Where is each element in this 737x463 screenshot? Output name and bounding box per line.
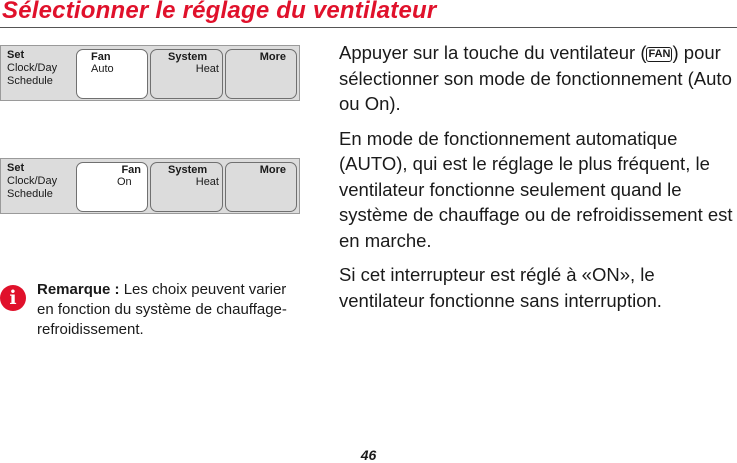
instruction-paragraph-1 bbox=[339, 40, 734, 117]
more-label: More bbox=[259, 51, 286, 63]
instruction-paragraph-3: Si cet interrupteur est réglé à «ON», le ventilateur fonctionne sans interruption. bbox=[339, 264, 662, 311]
remark-heading: Remarque : bbox=[37, 281, 120, 298]
page-number: 46 bbox=[360, 447, 377, 463]
more-label: More bbox=[259, 164, 286, 176]
page-title: Sélectionner le réglage du ventilateur bbox=[2, 0, 437, 24]
schedule-label: Schedule bbox=[7, 188, 53, 200]
system-label: System bbox=[168, 51, 208, 63]
fan-button[interactable] bbox=[76, 49, 148, 99]
p1-start: Appuyer sur la touche du ventilateur ( bbox=[339, 42, 647, 63]
fan-label: Fan bbox=[121, 164, 141, 176]
more-button[interactable] bbox=[225, 49, 297, 99]
set-menu bbox=[7, 49, 57, 88]
set-label: Set bbox=[7, 49, 25, 61]
fan-button[interactable] bbox=[76, 162, 148, 212]
more-button[interactable] bbox=[225, 162, 297, 212]
instruction-paragraph-2: En mode de fonctionnement automatique (AUTO), qui est le réglage le plus fréquent, le ventilateur fonctionne seulement quand le système de chauffage ou de refroidissement est en marche. bbox=[339, 127, 733, 251]
system-button[interactable] bbox=[150, 49, 223, 99]
set-label: Set bbox=[7, 162, 25, 174]
thermostat-display-fan-on bbox=[0, 158, 300, 214]
clock-day-label: Clock/Day bbox=[7, 175, 58, 187]
remark-note bbox=[37, 280, 307, 340]
schedule-label: Schedule bbox=[7, 75, 53, 87]
fan-value: On bbox=[117, 176, 132, 188]
set-menu bbox=[7, 162, 57, 201]
instructions bbox=[339, 40, 734, 322]
clock-day-label: Clock/Day bbox=[7, 62, 58, 74]
remark-text: Les choix peuvent varier en fonction du système de chauffage-refroidissement. bbox=[37, 281, 287, 338]
system-value: Heat bbox=[195, 63, 219, 75]
thermostat-display-fan-auto bbox=[0, 45, 300, 101]
p1-end: ) pour sélectionner son mode de fonctionnement (Auto ou On). bbox=[339, 42, 732, 114]
system-value: Heat bbox=[195, 176, 219, 188]
system-button[interactable] bbox=[150, 162, 223, 212]
system-label: System bbox=[168, 164, 208, 176]
fan-value: Auto bbox=[91, 63, 114, 75]
info-icon: i bbox=[0, 285, 26, 311]
fan-label: Fan bbox=[91, 51, 111, 63]
fan-key-icon: FAN bbox=[648, 48, 671, 60]
title-rule bbox=[0, 27, 737, 28]
